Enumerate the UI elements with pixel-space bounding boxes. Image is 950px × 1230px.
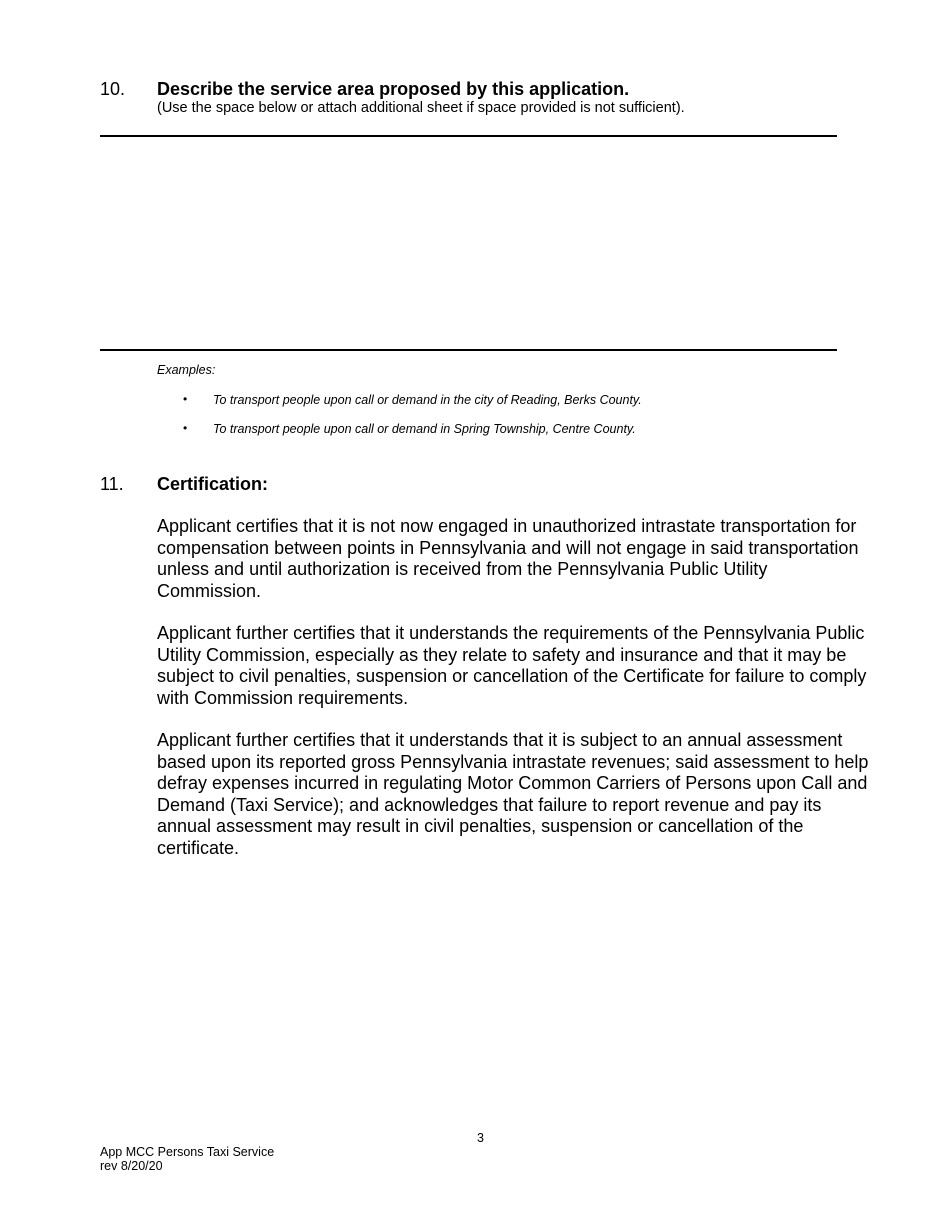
example-item: To transport people upon call or demand in Spring Township, Centre County. (213, 422, 636, 436)
certification-paragraph-2: Applicant further certifies that it understands the requirements of the Pennsylvania Public Utility Commission, especially as they relate to safety and insurance and that it may be subject to civil penalties, suspension or cancellation of the Certificate for failure to comply with Commission requirements. (157, 623, 867, 708)
section-10-number: 10. (100, 79, 126, 99)
service-area-answer-space[interactable] (100, 140, 837, 345)
footer-revision: rev 8/20/20 (100, 1159, 163, 1173)
certification-paragraph-3: Applicant further certifies that it understands that it is subject to an annual assessment based upon its reported gross Pennsylvania intrastate revenues; said assessment to help defray expenses incurred in regulating Motor Common Carriers of Persons upon Call and Demand (Taxi Service); and acknowledges that failure to report revenue and pay its annual assessment may result in civil penalties, suspension or cancellation of the certificate. (157, 730, 869, 858)
bullet-icon: • (183, 421, 188, 435)
section-11-heading: Certification: (157, 474, 269, 494)
example-item: To transport people upon call or demand in the city of Reading, Berks County. (213, 393, 642, 407)
page-number: 3 (477, 1131, 484, 1145)
examples-label: Examples: (157, 363, 216, 377)
certification-paragraph-1: Applicant certifies that it is not now engaged in unauthorized intrastate transportation for compensation between points in Pennsylvania and will not engage in said transportation unless and until authorization is received from the Pennsylvania Public Utility Commission. (157, 516, 859, 601)
answer-area-top-rule (100, 135, 837, 137)
bullet-icon: • (183, 392, 188, 406)
section-10-heading: Describe the service area proposed by this application. (157, 79, 630, 99)
section-11-number: 11. (100, 474, 124, 494)
answer-area-bottom-rule (100, 349, 837, 351)
section-10-note: (Use the space below or attach additional sheet if space provided is not sufficient). (157, 100, 685, 116)
footer-form-name: App MCC Persons Taxi Service (100, 1145, 275, 1159)
